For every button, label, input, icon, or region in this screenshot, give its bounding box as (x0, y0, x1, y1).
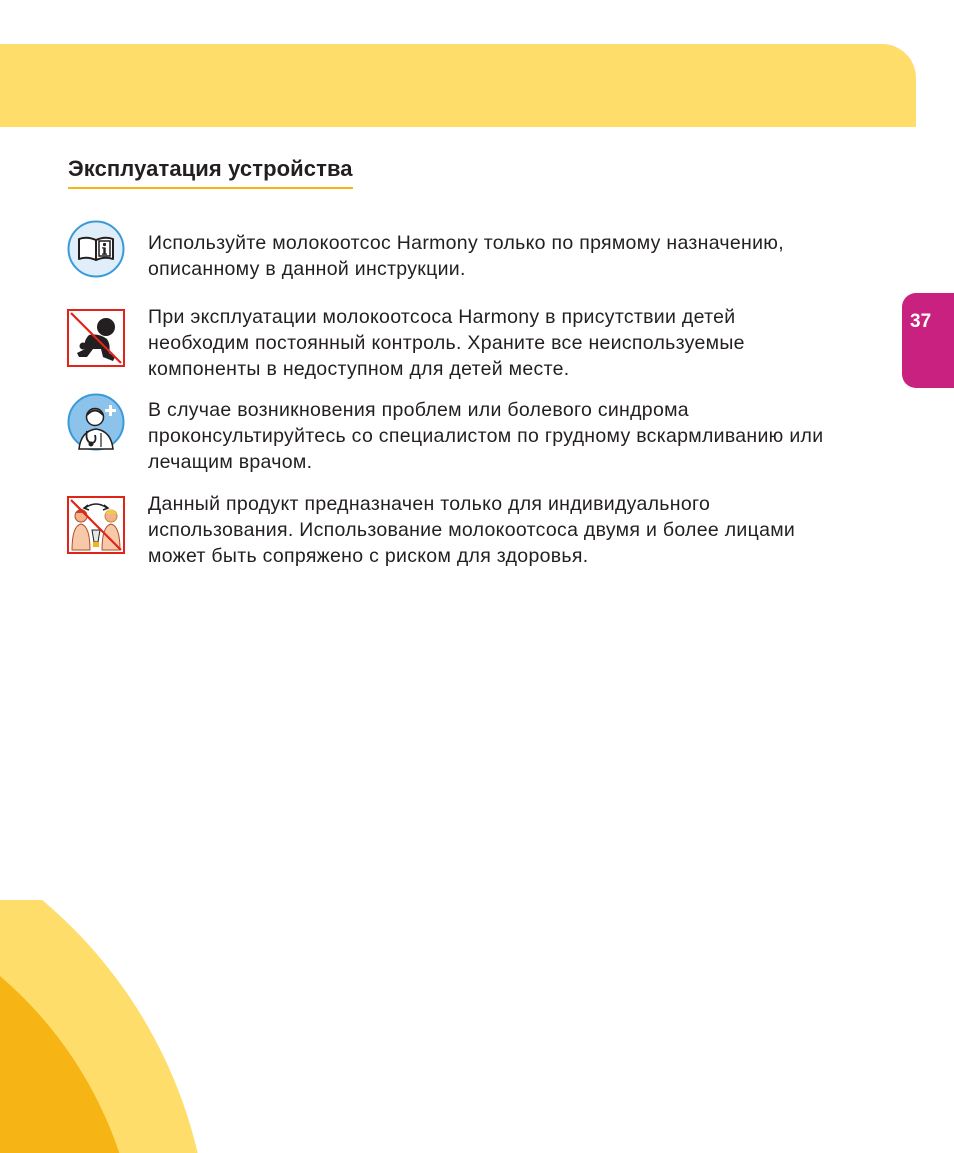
no-sharing-icon (67, 496, 125, 554)
no-child-icon (67, 309, 125, 367)
header-band (0, 44, 916, 127)
item-text: Используйте молокоотсос Harmony только по прямому назначению, описанному в данной инструкции. (148, 232, 784, 280)
item-text: Данный продукт предназначен только для индивидуального использования. Использование молокоотсоса двумя и более лицами может быть сопряжено с риском для здоровья. (148, 493, 796, 567)
item-text: В случае возникновения проблем или болевого синдрома проконсультируйтесь со специалистом по грудному вскармливанию или лечащим врачом. (148, 399, 824, 473)
item-text: При эксплуатации молокоотсоса Harmony в присутствии детей необходим постоянный контроль. Храните все неиспользуемые компоненты в недоступном для детей месте. (148, 306, 745, 380)
page-number-tab (902, 293, 954, 388)
book-info-icon (67, 220, 125, 278)
doctor-icon (67, 393, 125, 451)
page-number: 37 (910, 311, 932, 332)
decorative-sun-shape (0, 900, 230, 1153)
section-title: Эксплуатация устройства (68, 156, 353, 189)
